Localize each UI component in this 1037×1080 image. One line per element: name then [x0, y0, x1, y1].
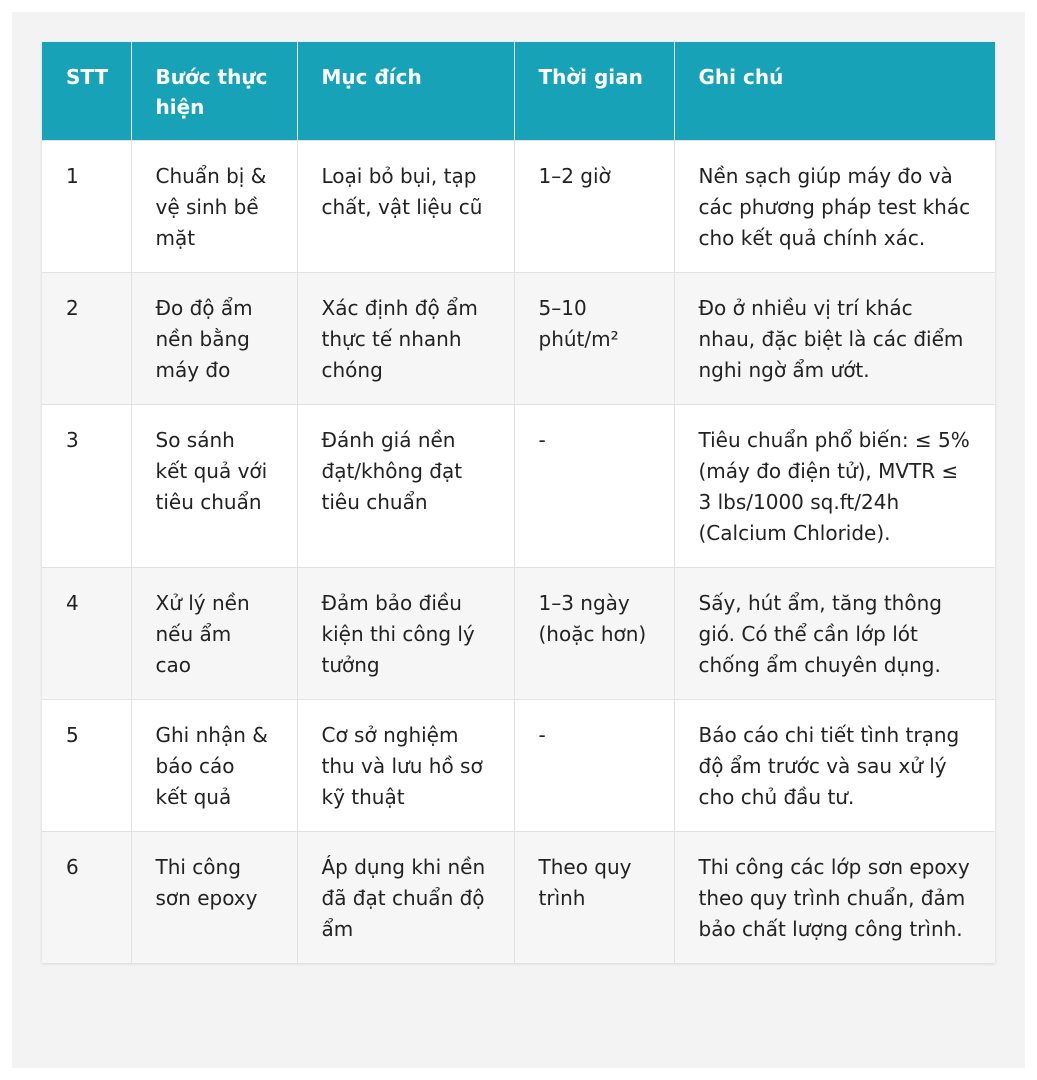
table-row [42, 141, 995, 273]
header-time: Thời gian [514, 42, 674, 141]
cell-stt: 2 [42, 273, 131, 405]
cell-purpose: Đảm bảo điều kiện thi công lý tưởng [297, 568, 514, 700]
cell-note: Nền sạch giúp máy đo và các phương pháp test khác cho kết quả chính xác. [674, 141, 995, 273]
cell-stt: 6 [42, 832, 131, 964]
cell-purpose: Áp dụng khi nền đã đạt chuẩn độ ẩm [297, 832, 514, 964]
cell-time: - [514, 700, 674, 832]
cell-stt: 1 [42, 141, 131, 273]
cell-time: 1–2 giờ [514, 141, 674, 273]
cell-note: Đo ở nhiều vị trí khác nhau, đặc biệt là các điểm nghi ngờ ẩm ướt. [674, 273, 995, 405]
header-note: Ghi chú [674, 42, 995, 141]
cell-purpose: Loại bỏ bụi, tạp chất, vật liệu cũ [297, 141, 514, 273]
cell-note: Thi công các lớp sơn epoxy theo quy trình chuẩn, đảm bảo chất lượng công trình. [674, 832, 995, 964]
cell-purpose: Đánh giá nền đạt/không đạt tiêu chuẩn [297, 405, 514, 568]
cell-step: Ghi nhận & báo cáo kết quả [131, 700, 297, 832]
epoxy-moisture-process-table [42, 42, 995, 963]
table-row [42, 832, 995, 964]
cell-step: Xử lý nền nếu ẩm cao [131, 568, 297, 700]
table-body [42, 141, 995, 964]
cell-time: 1–3 ngày (hoặc hơn) [514, 568, 674, 700]
cell-purpose: Xác định độ ẩm thực tế nhanh chóng [297, 273, 514, 405]
cell-stt: 5 [42, 700, 131, 832]
cell-note: Tiêu chuẩn phổ biến: ≤ 5% (máy đo điện tử), MVTR ≤ 3 lbs/1000 sq.ft/24h (Calcium Chloride). [674, 405, 995, 568]
cell-note: Báo cáo chi tiết tình trạng độ ẩm trước và sau xử lý cho chủ đầu tư. [674, 700, 995, 832]
cell-step: Chuẩn bị & vệ sinh bề mặt [131, 141, 297, 273]
cell-note: Sấy, hút ẩm, tăng thông gió. Có thể cần lớp lót chống ẩm chuyên dụng. [674, 568, 995, 700]
header-row [42, 42, 995, 141]
cell-time: - [514, 405, 674, 568]
table-row [42, 568, 995, 700]
cell-stt: 4 [42, 568, 131, 700]
data-table [42, 42, 995, 963]
table-row [42, 405, 995, 568]
cell-purpose: Cơ sở nghiệm thu và lưu hồ sơ kỹ thuật [297, 700, 514, 832]
header-stt: STT [42, 42, 131, 141]
cell-stt: 3 [42, 405, 131, 568]
cell-time: Theo quy trình [514, 832, 674, 964]
cell-step: Đo độ ẩm nền bằng máy đo [131, 273, 297, 405]
header-step: Bước thực hiện [131, 42, 297, 141]
table-row [42, 273, 995, 405]
cell-time: 5–10 phút/m² [514, 273, 674, 405]
cell-step: So sánh kết quả với tiêu chuẩn [131, 405, 297, 568]
table-header [42, 42, 995, 141]
table-row [42, 700, 995, 832]
header-purpose: Mục đích [297, 42, 514, 141]
cell-step: Thi công sơn epoxy [131, 832, 297, 964]
